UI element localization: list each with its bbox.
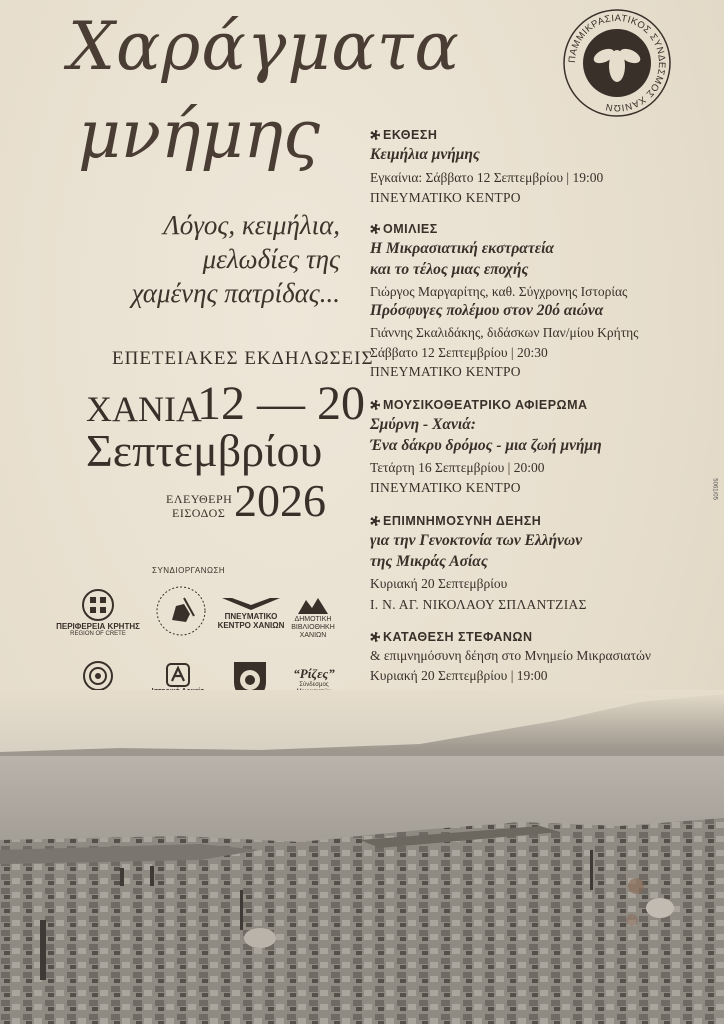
- logo-region-crete: [48, 588, 148, 638]
- logo-sub: Σύνδεσμος: [299, 682, 329, 688]
- subtitle-line-1: Λόγος, κειμήλια,: [163, 210, 340, 240]
- event-heading-music-theatre: ΜΟΥΣΙΚΟΘΕΑΤΡΙΚΟ ΑΦΙΕΡΩΜΑ: [370, 398, 588, 412]
- side-code: 5061/05: [712, 478, 718, 500]
- rosette-bullet-icon: [370, 516, 380, 526]
- event-heading-wreath: ΚΑΤΑΘΕΣΗ ΣΤΕΦΑΝΩΝ: [370, 630, 532, 644]
- lyceum-icon: [82, 660, 114, 692]
- logo-municipality: [152, 584, 210, 638]
- rosette-bullet-icon: [370, 224, 380, 234]
- event-title: Ένα δάκρυ δρόμος - μια ζωή μνήμη: [370, 437, 602, 454]
- event-title: Η Μικρασιατική εκστρατεία: [370, 240, 554, 257]
- event-line: Γιάννης Σκαλιδάκης, διδάσκων Παν/μίου Κρήτης: [370, 325, 639, 340]
- event-line: Εγκαίνια: Σάββατο 12 Σεπτεμβρίου | 19:00: [370, 170, 604, 185]
- event-heading-talks: ΟΜΙΛΙΕΣ: [370, 222, 438, 236]
- cultural-center-icon: [220, 594, 282, 612]
- event-line: Σάββατο 12 Σεπτεμβρίου | 20:30: [370, 345, 548, 360]
- free-entry-line-2: ΕΙΣΟΔΟΣ: [172, 506, 226, 520]
- event-place: ΠΝΕΥΜΑΤΙΚΟ ΚΕΝΤΡΟ: [370, 364, 521, 379]
- rosette-bullet-icon: [370, 632, 380, 642]
- logo-cultural-center: [216, 594, 286, 630]
- event-title: της Μικράς Ασίας: [370, 553, 488, 570]
- event-heading-memorial: ΕΠΙΜΝΗΜΟΣΥΝΗ ΔΕΗΣΗ: [370, 514, 541, 528]
- title-line-2: μνήμης: [78, 96, 320, 173]
- co-organizers-label: ΣΥΝΔΙΟΡΓΑΝΩΣΗ: [152, 566, 226, 575]
- subtitle-line-2: μελωδίες της: [202, 244, 340, 274]
- city: ΧΑΝΙΑ: [86, 389, 202, 429]
- title-line-1: Χαράγματα: [68, 8, 460, 85]
- events-heading: ΕΠΕΤΕΙΑΚΕΣ ΕΚΔΗΛΩΣΕΙΣ: [112, 348, 374, 369]
- chania-historic-photo: [0, 690, 724, 1024]
- seal-text: ΠΑΜΜΙΚΡΑΣΙΑΤΙΚΟΣ ΣΥΝΔΕΣΜΟΣ ΧΑΝΙΩΝ: [566, 12, 668, 114]
- logo-name: ΠΝΕΥΜΑΤΙΚΟ ΚΕΝΤΡΟ ΧΑΝΙΩΝ: [217, 612, 285, 630]
- month: Σεπτεμβρίου: [86, 425, 323, 476]
- event-line: Γιώργος Μαργαρίτης, καθ. Σύγχρονης Ιστορίας: [370, 284, 628, 299]
- logo-name: ΠΕΡΙΦΕΡΕΙΑ ΚΡΗΤΗΣ: [56, 622, 140, 631]
- event-title: Κειμήλια μνήμης: [370, 146, 480, 163]
- event-title: για την Γενοκτονία των Ελλήνων: [370, 532, 583, 549]
- rosette-bullet-icon: [370, 400, 380, 410]
- event-line: & επιμνημόσυνη δέηση στο Μνημείο Μικρασιατών: [370, 648, 651, 663]
- organizer-seal: [562, 8, 672, 118]
- event-place: ΠΝΕΥΜΑΤΙΚΟ ΚΕΝΤΡΟ: [370, 190, 521, 205]
- event-place: ΠΝΕΥΜΑΤΙΚΟ ΚΕΝΤΡΟ: [370, 480, 521, 495]
- event-title: και το τέλος μιας εποχής: [370, 261, 529, 278]
- library-icon: [296, 596, 330, 616]
- rosette-bullet-icon: [370, 130, 380, 140]
- archive-icon: [165, 662, 191, 688]
- bee-seal-icon: [562, 8, 672, 118]
- rizes-icon: “Ρίζες”: [293, 666, 335, 681]
- event-line: Τετάρτη 16 Σεπτεμβρίου | 20:00: [370, 460, 545, 475]
- event-title: Σμύρνη - Χανιά:: [370, 416, 476, 433]
- logo-name: ΔΗΜΟΤΙΚΗ ΒΙΒΛΙΟΘΗΚΗ ΧΑΝΙΩΝ: [291, 616, 335, 639]
- event-line: Κυριακή 20 Σεπτεμβρίου | 19:00: [370, 668, 548, 683]
- subtitle-line-3: χαμένης πατρίδας...: [131, 278, 340, 308]
- year: 2026: [234, 475, 326, 526]
- dates: 12 — 20: [197, 377, 365, 430]
- logo-sub: REGION OF CRETE: [70, 631, 126, 637]
- municipality-icon: [154, 584, 208, 638]
- region-crete-icon: [81, 588, 115, 622]
- event-line: Κυριακή 20 Σεπτεμβρίου: [370, 576, 508, 591]
- event-title: Πρόσφυγες πολέμου στον 20ό αιώνα: [370, 302, 604, 319]
- free-entry-line-1: ΕΛΕΥΘΕΡΗ: [166, 492, 233, 506]
- event-heading-exhibition: ΕΚΘΕΣΗ: [370, 128, 437, 142]
- logo-library: [286, 596, 340, 640]
- event-place: Ι. Ν. ΑΓ. ΝΙΚΟΛΑΟΥ ΣΠΛΑΝΤΖΙΑΣ: [370, 597, 587, 612]
